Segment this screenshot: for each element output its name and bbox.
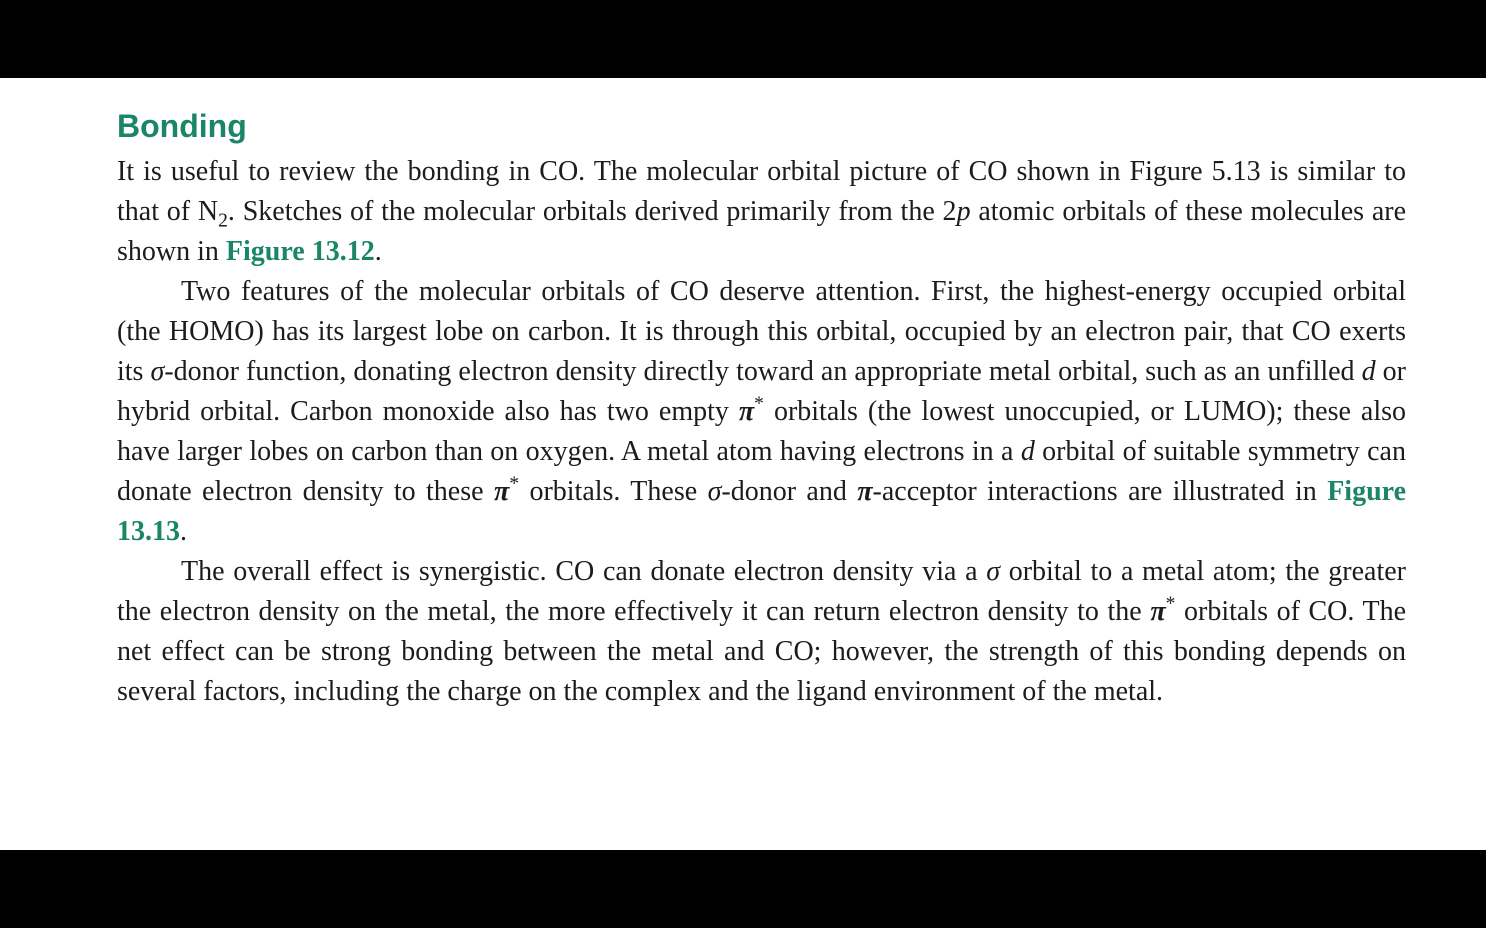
- text-segment: π: [857, 476, 873, 507]
- text-segment: atomic orbitals of these molecules are shown in: [117, 196, 1407, 267]
- text-segment: d: [1361, 356, 1376, 387]
- text-segment: .: [180, 516, 187, 547]
- text-segment: σ: [986, 556, 1001, 587]
- text-segment: .: [374, 236, 382, 267]
- body-text: [117, 152, 1406, 712]
- text-segment: π: [1150, 596, 1166, 627]
- text-segment: d: [1020, 436, 1035, 467]
- figure-reference-link[interactable]: Figure 13.12: [225, 236, 375, 267]
- text-segment: . Sketches of the molecular orbitals derived primarily from the 2: [227, 196, 957, 227]
- bottom-letterbox-bar: [0, 850, 1486, 928]
- text-segment: orbitals. These: [519, 476, 708, 507]
- text-segment: The overall effect is synergistic. CO can donate electron density via a: [181, 556, 987, 587]
- paragraph: [117, 152, 1406, 272]
- text-segment: 2: [218, 210, 228, 232]
- text-segment: *: [509, 473, 520, 495]
- text-segment: p: [956, 196, 971, 227]
- text-segment: *: [1165, 593, 1176, 615]
- paragraph: [117, 552, 1406, 712]
- section-heading: Bonding: [117, 108, 247, 144]
- text-segment: *: [754, 393, 764, 415]
- text-segment: or hybrid orbital. Carbon monoxide also has two empty: [117, 356, 1406, 427]
- text-segment: orbitals of CO. The net effect can be strong bonding between the metal and CO; however, the strength of this bonding depends on several factors, including the charge on the complex and the ligand environment of the metal.: [117, 596, 1407, 707]
- text-segment: π: [738, 396, 755, 427]
- text-segment: -donor and: [721, 476, 858, 507]
- paragraph: [117, 272, 1406, 552]
- text-segment: σ: [707, 476, 722, 507]
- text-segment: Two features of the molecular orbitals of CO deserve attention. First, the highest-energy occupied orbital (the HOMO) has its largest lobe on carbon. It is through this orbital, occupied by an electron pair, that CO exerts its: [117, 276, 1406, 387]
- figure-reference-link[interactable]: Figure 13.13: [117, 476, 1406, 547]
- page-content: [0, 78, 1486, 850]
- text-segment: -acceptor interactions are illustrated in: [872, 476, 1328, 507]
- text-segment: σ: [150, 356, 165, 387]
- text-segment: orbitals (the lowest unoccupied, or LUMO); these also have larger lobes on carbon than on oxygen. A metal atom having electrons in a: [117, 396, 1406, 467]
- text-segment: π: [493, 476, 510, 507]
- text-segment: orbital of suitable symmetry can donate electron density to these: [117, 436, 1406, 507]
- text-segment: It is useful to review the bonding in CO. The molecular orbital picture of CO shown in Figure 5.13 is similar to that of N: [117, 156, 1406, 227]
- text-segment: orbital to a metal atom; the greater the electron density on the metal, the more effectively it can return electron density to the: [117, 556, 1406, 627]
- top-letterbox-bar: [0, 0, 1486, 78]
- text-segment: -donor function, donating electron density directly toward an appropriate metal orbital, such as an unfilled: [164, 356, 1362, 387]
